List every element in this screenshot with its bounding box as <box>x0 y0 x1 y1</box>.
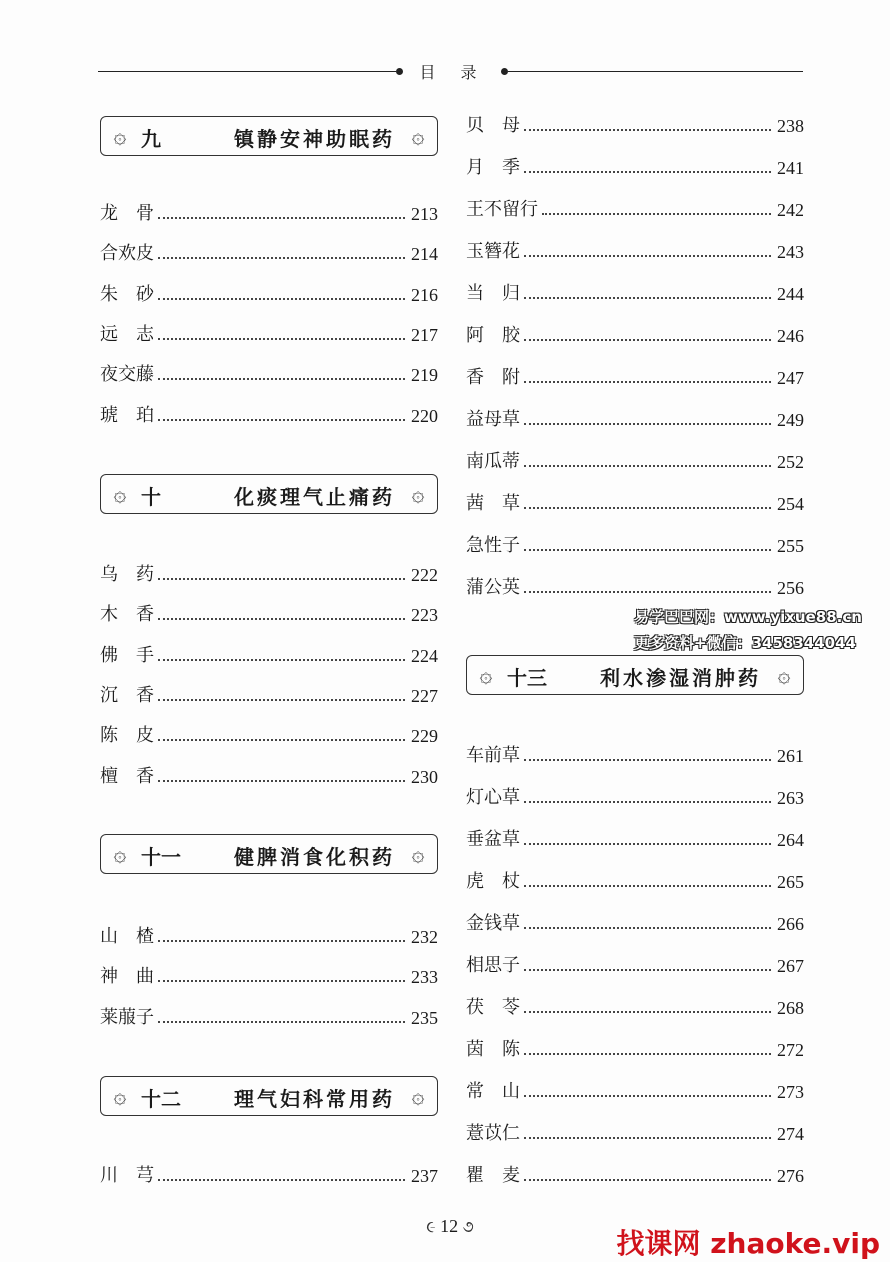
toc-entry[interactable] <box>466 575 804 601</box>
section-title: 化痰理气止痛药 <box>234 485 395 509</box>
entry-name: 茵 陈 <box>466 1039 520 1060</box>
toc-entry[interactable] <box>466 743 804 769</box>
section-number: 十二 <box>141 1087 181 1111</box>
dot-leader <box>158 298 405 300</box>
toc-entry[interactable] <box>100 362 438 388</box>
scroll-ornament-icon: ۞ <box>113 1084 127 1109</box>
scroll-ornament-icon: ۞ <box>113 124 127 149</box>
dot-leader <box>524 255 771 257</box>
dot-leader <box>524 507 771 509</box>
dot-leader <box>158 699 405 701</box>
entry-name: 檀 香 <box>100 765 154 787</box>
entry-name: 木 香 <box>100 604 154 626</box>
toc-entry[interactable] <box>466 953 804 979</box>
toc-entry[interactable] <box>466 1037 804 1063</box>
dot-leader <box>158 338 405 340</box>
dot-leader <box>524 759 771 761</box>
toc-entry[interactable] <box>466 281 804 307</box>
dot-leader <box>158 780 405 782</box>
dot-leader <box>524 591 771 593</box>
toc-entry[interactable] <box>466 365 804 391</box>
toc-entry[interactable] <box>100 562 438 588</box>
entry-name: 莱菔子 <box>100 1006 154 1028</box>
toc-entry[interactable] <box>466 407 804 433</box>
entry-page: 247 <box>777 368 804 388</box>
entry-page: 265 <box>777 872 804 892</box>
entry-name: 川 芎 <box>100 1165 154 1186</box>
entry-name: 香 附 <box>466 367 520 388</box>
section-number: 十一 <box>141 845 181 869</box>
dot-leader <box>158 618 405 620</box>
entry-page: 214 <box>411 244 438 265</box>
dot-leader <box>524 1053 771 1055</box>
toc-entry[interactable] <box>100 683 438 709</box>
toc-entry[interactable] <box>466 911 804 937</box>
entry-page: 276 <box>777 1166 804 1186</box>
swirl-left-icon: ૯ <box>426 1219 436 1236</box>
entry-page: 241 <box>777 158 804 178</box>
scroll-ornament-icon: ۞ <box>411 482 425 507</box>
entry-name: 山 楂 <box>100 926 154 947</box>
toc-entry[interactable] <box>466 197 804 223</box>
toc-entry[interactable] <box>100 241 438 267</box>
scroll-ornament-icon: ۞ <box>411 1084 425 1109</box>
entry-page: 255 <box>777 536 804 556</box>
dot-leader <box>158 1021 405 1023</box>
entry-page: 267 <box>777 956 804 976</box>
dot-leader <box>524 381 771 383</box>
entry-name: 急性子 <box>466 535 520 556</box>
toc-entry[interactable] <box>100 322 438 348</box>
entry-page: 243 <box>777 242 804 262</box>
toc-entry[interactable] <box>100 403 438 429</box>
section-heading <box>100 834 438 874</box>
swirl-right-icon: ૭ <box>462 1219 474 1236</box>
entry-name: 金钱草 <box>466 913 520 934</box>
entry-page: 224 <box>411 645 438 666</box>
dot-leader <box>158 217 405 219</box>
page-header <box>98 60 803 84</box>
entry-page: 252 <box>777 452 804 472</box>
toc-entry[interactable] <box>100 723 438 749</box>
toc-entry[interactable] <box>466 449 804 475</box>
watermark-brand: 找课网 zhaoke.vip <box>616 1227 880 1260</box>
toc-entry[interactable] <box>100 643 438 669</box>
entry-name: 远 志 <box>100 323 154 345</box>
section-number: 十三 <box>507 666 547 690</box>
section-title: 健脾消食化积药 <box>234 845 395 869</box>
entry-name: 月 季 <box>466 157 520 178</box>
dot-leader <box>524 171 771 173</box>
dot-leader <box>524 885 771 887</box>
entry-page: 264 <box>777 830 804 850</box>
dot-leader <box>524 423 771 425</box>
page-number <box>405 1216 495 1237</box>
section-number: 十 <box>141 485 161 509</box>
entry-name: 佛 手 <box>100 644 154 666</box>
entry-page: 274 <box>777 1124 804 1144</box>
dot-leader <box>524 1137 771 1139</box>
entry-name: 相思子 <box>466 955 520 976</box>
dot-leader <box>524 1011 771 1013</box>
entry-name: 常 山 <box>466 1081 520 1102</box>
entry-page: 232 <box>411 927 438 947</box>
entry-page: 249 <box>777 410 804 430</box>
entry-page: 213 <box>411 204 438 224</box>
entry-page: 238 <box>777 116 804 136</box>
entry-name: 阿 胶 <box>466 325 520 346</box>
toc-entry[interactable] <box>100 282 438 308</box>
entry-page: 230 <box>411 766 438 787</box>
entry-name: 朱 砂 <box>100 283 154 305</box>
toc-entry[interactable] <box>466 1163 804 1189</box>
entry-name: 合欢皮 <box>100 243 154 265</box>
scroll-ornament-icon: ۞ <box>113 842 127 867</box>
toc-entry[interactable] <box>466 155 804 181</box>
entry-name: 茯 苓 <box>466 997 520 1018</box>
header-rule-left <box>98 71 396 72</box>
section-heading <box>100 1076 438 1116</box>
header-dot-right <box>501 68 508 75</box>
section-heading <box>100 474 438 514</box>
dot-leader <box>524 801 771 803</box>
toc-entry[interactable] <box>100 924 438 950</box>
section-title: 利水渗湿消肿药 <box>600 666 761 690</box>
entry-page: 261 <box>777 746 804 766</box>
entry-name: 龙 骨 <box>100 203 154 224</box>
dot-leader <box>158 659 405 661</box>
entry-name: 瞿 麦 <box>466 1165 520 1186</box>
entry-name: 当 归 <box>466 283 520 304</box>
toc-entry[interactable] <box>466 533 804 559</box>
entry-name: 王不留行 <box>466 199 538 220</box>
entry-name: 玉簪花 <box>466 241 520 262</box>
dot-leader <box>524 969 771 971</box>
section-title: 理气妇科常用药 <box>234 1087 395 1111</box>
entry-page: 217 <box>411 324 438 345</box>
header-title: 目 录 <box>419 63 487 82</box>
toc-entry[interactable] <box>100 1005 438 1031</box>
toc-entry[interactable] <box>100 602 438 628</box>
section-title: 镇静安神助眠药 <box>234 127 395 151</box>
entry-name: 夜交藤 <box>100 364 154 386</box>
toc-entry[interactable] <box>100 764 438 790</box>
entry-name: 茜 草 <box>466 493 520 514</box>
toc-entry[interactable] <box>466 869 804 895</box>
entry-name: 琥 珀 <box>100 404 154 426</box>
scroll-ornament-icon: ۞ <box>113 482 127 507</box>
dot-leader <box>524 1179 771 1181</box>
section-heading <box>100 116 438 156</box>
toc-entry[interactable] <box>466 995 804 1021</box>
dot-leader <box>158 980 405 982</box>
entry-page: 266 <box>777 914 804 934</box>
toc-entry[interactable] <box>100 964 438 990</box>
entry-name: 陈 皮 <box>100 725 154 747</box>
toc-entry[interactable] <box>100 1163 438 1189</box>
entry-name: 虎 杖 <box>466 871 520 892</box>
watermark-line-1: 易学巴巴网：www.yixue88.cn <box>634 608 862 626</box>
entry-page: 235 <box>411 1007 438 1028</box>
dot-leader <box>158 419 405 421</box>
toc-entry[interactable] <box>466 785 804 811</box>
dot-leader <box>524 843 771 845</box>
entry-page: 254 <box>777 494 804 514</box>
entry-name: 灯心草 <box>466 787 520 808</box>
toc-entry[interactable] <box>466 113 804 139</box>
entry-page: 273 <box>777 1082 804 1102</box>
entry-page: 222 <box>411 565 438 585</box>
entry-page: 268 <box>777 998 804 1018</box>
entry-name: 蒲公英 <box>466 577 520 598</box>
toc-entry[interactable] <box>466 491 804 517</box>
dot-leader <box>524 927 771 929</box>
entry-page: 233 <box>411 967 438 988</box>
entry-page: 223 <box>411 605 438 626</box>
dot-leader <box>158 257 405 259</box>
entry-page: 242 <box>777 200 804 220</box>
dot-leader <box>158 1179 405 1181</box>
section-heading <box>466 655 804 695</box>
scroll-ornament-icon: ۞ <box>411 124 425 149</box>
dot-leader <box>524 129 771 131</box>
entry-page: 227 <box>411 685 438 706</box>
entry-name: 沉 香 <box>100 684 154 706</box>
entry-page: 237 <box>411 1166 438 1186</box>
dot-leader <box>158 578 405 580</box>
entry-name: 车前草 <box>466 745 520 766</box>
dot-leader <box>158 378 405 380</box>
dot-leader <box>542 213 771 215</box>
entry-page: 220 <box>411 405 438 426</box>
dot-leader <box>524 465 771 467</box>
dot-leader <box>158 739 405 741</box>
toc-entry[interactable] <box>466 1121 804 1147</box>
section-number: 九 <box>141 127 161 151</box>
entry-page: 229 <box>411 726 438 747</box>
dot-leader <box>524 297 771 299</box>
toc-entry[interactable] <box>466 1079 804 1105</box>
scroll-ornament-icon: ۞ <box>479 663 493 688</box>
entry-name: 神 曲 <box>100 966 154 988</box>
entry-page: 219 <box>411 365 438 386</box>
entry-name: 乌 药 <box>100 564 154 585</box>
entry-name: 垂盆草 <box>466 829 520 850</box>
toc-entry[interactable] <box>466 239 804 265</box>
dot-leader <box>524 1095 771 1097</box>
entry-name: 薏苡仁 <box>466 1123 520 1144</box>
toc-entry[interactable] <box>466 323 804 349</box>
entry-page: 256 <box>777 578 804 598</box>
entry-name: 贝 母 <box>466 115 520 136</box>
entry-page: 263 <box>777 788 804 808</box>
header-rule-right <box>508 71 803 72</box>
entry-page: 246 <box>777 326 804 346</box>
entry-name: 益母草 <box>466 409 520 430</box>
toc-entry[interactable] <box>466 827 804 853</box>
entry-page: 272 <box>777 1040 804 1060</box>
dot-leader <box>524 549 771 551</box>
scroll-ornament-icon: ۞ <box>777 663 791 688</box>
entry-page: 244 <box>777 284 804 304</box>
header-dot-left <box>396 68 403 75</box>
entry-name: 南瓜蒂 <box>466 451 520 472</box>
toc-entry[interactable] <box>100 201 438 227</box>
page-number-value: 12 <box>440 1216 459 1236</box>
dot-leader <box>158 940 405 942</box>
watermark-line-2: 更多资料+微信：3458344044 <box>634 634 856 652</box>
entry-page: 216 <box>411 284 438 305</box>
dot-leader <box>524 339 771 341</box>
scroll-ornament-icon: ۞ <box>411 842 425 867</box>
